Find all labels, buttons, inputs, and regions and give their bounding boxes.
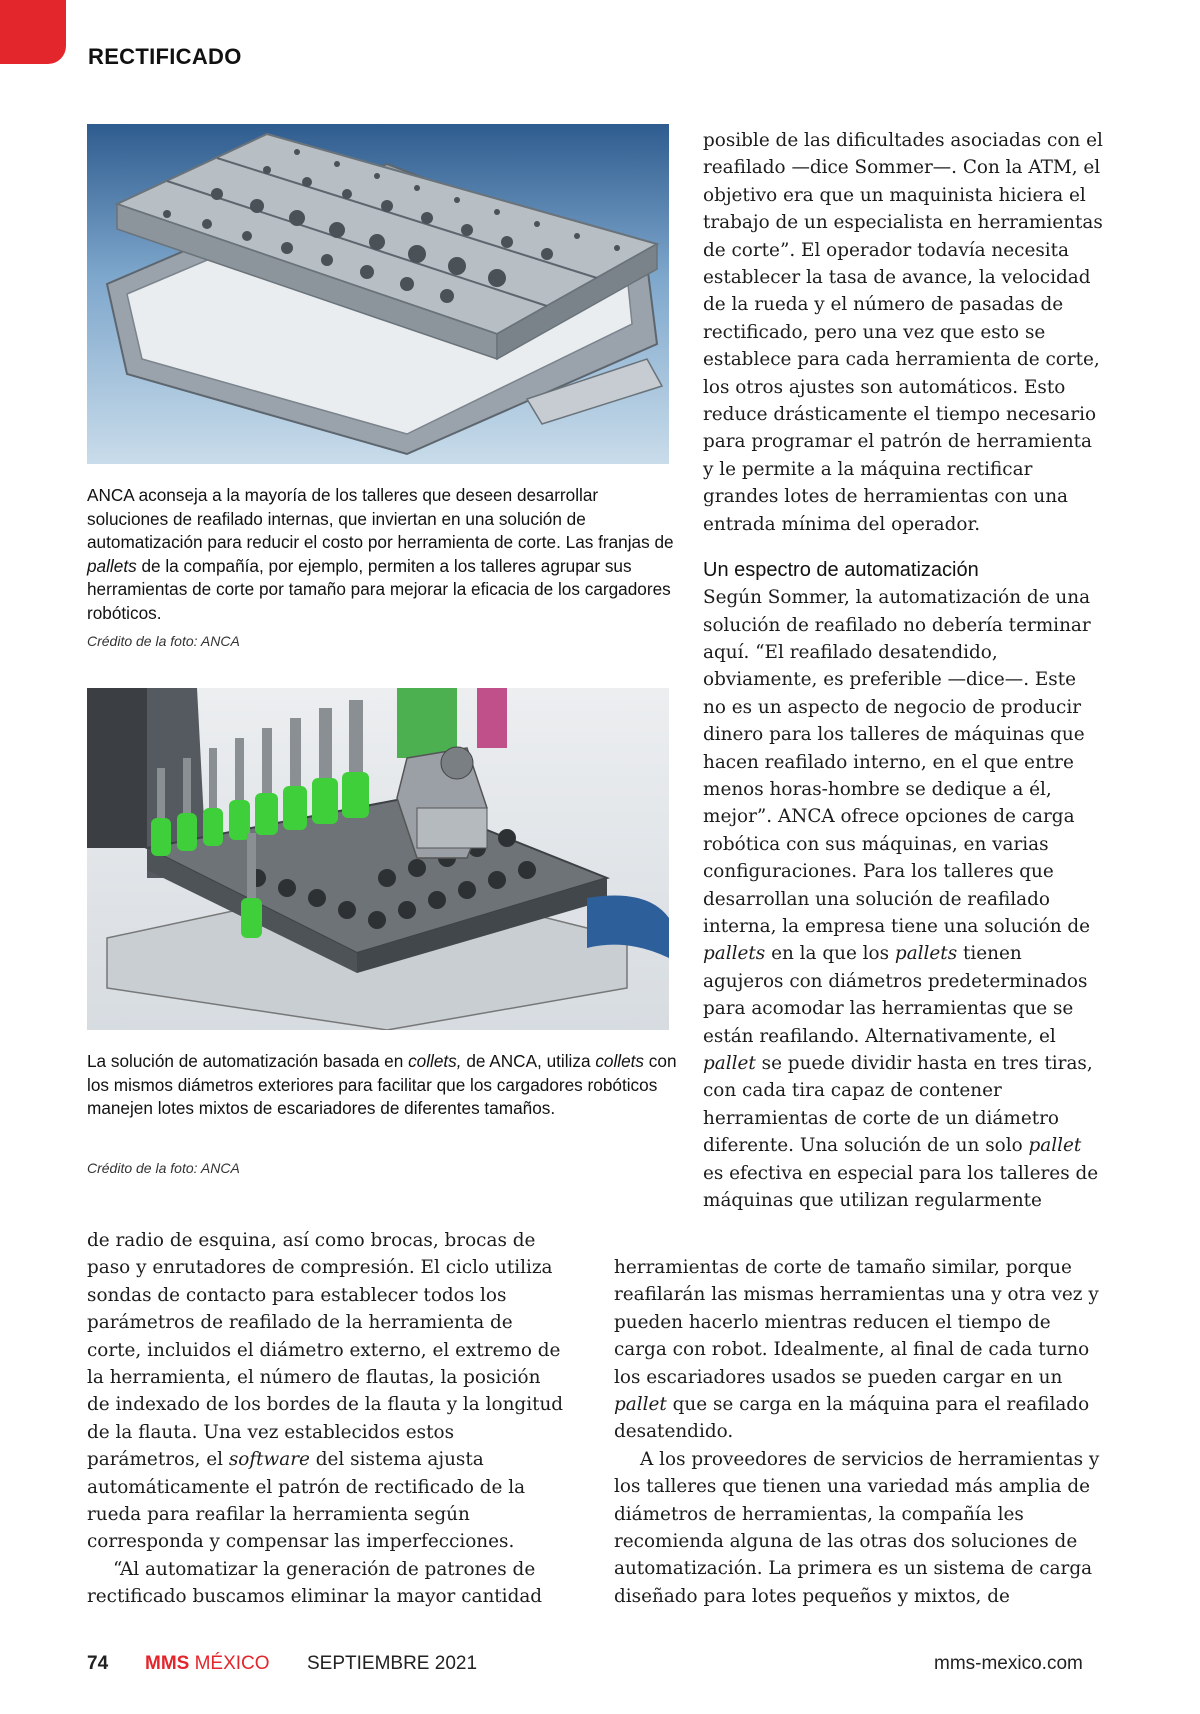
- left-paragraph-2: “Al automatizar la generación de patrones de rectificado buscamos eliminar la mayor cantidad: [87, 1558, 543, 1608]
- issue-date: SEPTIEMBRE 2021: [307, 1653, 478, 1674]
- figure2-credit: Crédito de la foto: ANCA: [87, 1160, 240, 1176]
- subheading: Un espectro de automatización: [703, 559, 979, 582]
- right-paragraph-2: Según Sommer, la automatización de una solución de reafilado no debería terminar aquí. “El reafilado desatendido, obviamente, es preferible —dice—. Este no es un aspecto de negocio de producir dinero para los talleres de máquinas que hacen reafilado interno, en el que entre menos horas-hombre se dedique a él, mejor”. ANCA ofrece opciones de carga robótica con sus máquinas, en varias configuraciones. Para los talleres que desarrollan una solución de reafilado interna, la empresa tiene una solución de pallets en la que los pallets tienen agujeros con diámetros predeterminados para acomodar las herramientas que se están reafilando. Alternativamente, el pallet se puede dividir hasta en tres tiras, con cada tira capaz de contener herramientas de corte de un diámetro diferente. Una solución de un solo pallet es efectiva en especial para los talleres de máquinas que utilizan regularmente: [703, 587, 1099, 1212]
- brand-country: MÉXICO: [194, 1653, 270, 1674]
- lower-right-column: [614, 1254, 1101, 1610]
- brand-mms: MMS: [145, 1653, 190, 1674]
- magazine-brand: [145, 1653, 270, 1675]
- right-column: [703, 127, 1103, 1214]
- figure2-caption: La solución de automatización basada en collets, de ANCA, utiliza collets con los mismos diámetros exteriores para facilitar que los cargadores robóticos manejen lotes mixtos de escariadores de diferentes tamaños.: [87, 1051, 677, 1118]
- pallet-strips-image: [87, 124, 669, 464]
- left-paragraph-1: de radio de esquina, así como brocas, brocas de paso y enrutadores de compresión. El ciclo utiliza sondas de contacto para establecer todos los parámetros de reafilado de la herramienta de corte, incluidos el diámetro externo, el extremo de la herramienta, el número de flautas, la posición de indexado de los bordes de la flauta y la longitud de la flauta. Una vez establecidos estos parámetros, el software del sistema ajusta automáticamente el patrón de rectificado de la rueda para reafilar la herramienta según corresponda y compensar las imperfecciones.: [87, 1230, 564, 1553]
- figure1-caption: ANCA aconseja a la mayoría de los talleres que deseen desarrollar soluciones de reafilado internas, que inviertan en una solución de automatización para reducir el costo por herramienta de corte. Las franjas de pallets de la compañía, por ejemplo, permiten a los talleres agrupar sus herramientas de corte por tamaño para mejorar la eficacia de los cargadores robóticos.: [87, 485, 674, 623]
- section-label: RECTIFICADO: [88, 44, 242, 69]
- website-link[interactable]: mms-mexico.com: [934, 1653, 1083, 1674]
- lower-right-paragraph-1: herramientas de corte de tamaño similar, porque reafilarán las mismas herramientas una y otra vez y pueden hacerlo mientras reducen el tiempo de carga con robot. Idealmente, al final de cada turno los escariadores usados se pueden cargar en un pallet que se carga en la máquina para el reafilado desatendido.: [614, 1257, 1099, 1443]
- right-paragraph-1: posible de las dificultades asociadas con el reafilado —dice Sommer—. Con la ATM, el objetivo era que un maquinista hiciera el trabajo de un especialista en herramientas de corte”. El operador todavía necesita establecer la tasa de avance, la velocidad de la rueda y el número de pasadas de rectificado, pero una vez que esto se establece para cada herramienta de corte, los otros ajustes son automáticos. Esto reduce drásticamente el tiempo necesario para programar el patrón de herramienta y le permite a la máquina rectificar grandes lotes de herramientas con una entrada mínima del operador.: [703, 130, 1103, 535]
- lower-right-paragraph-2: A los proveedores de servicios de herramientas y los talleres que tienen una variedad más amplia de diámetros de herramientas, la compañía les recomienda alguna de las otras dos soluciones de automatización. La primera es un sistema de carga diseñado para lotes pequeños y mixtos, de: [614, 1448, 1100, 1607]
- collets-image: [87, 688, 669, 1030]
- figure1-credit: Crédito de la foto: ANCA: [87, 633, 240, 649]
- page-number: 74: [87, 1653, 109, 1674]
- left-column: [87, 1227, 565, 1611]
- section-tab: [0, 0, 66, 64]
